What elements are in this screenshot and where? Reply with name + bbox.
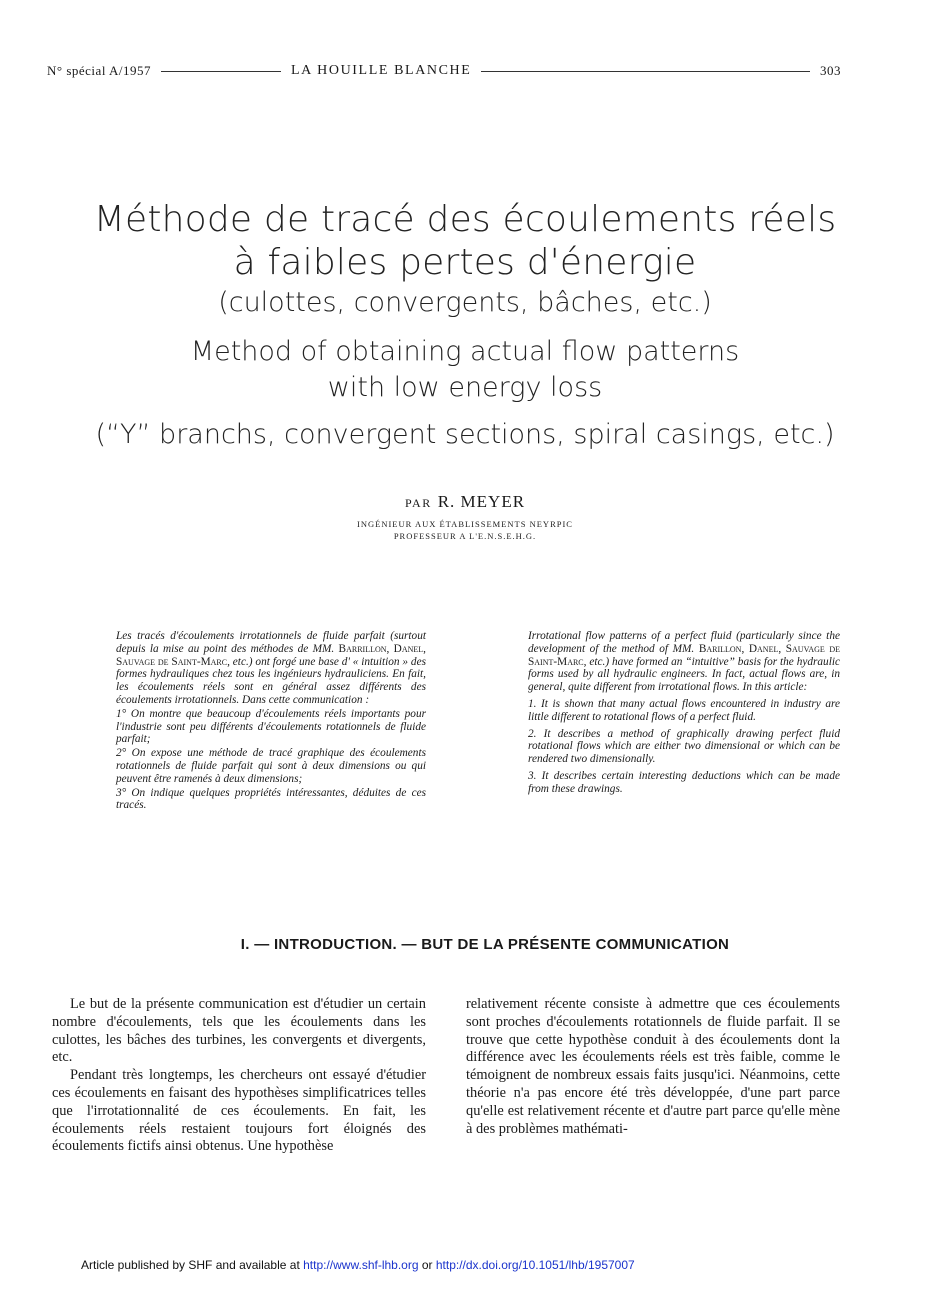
abstract-en-intro bbox=[528, 630, 840, 694]
body-left-paragraph-1: Le but de la présente communication est d'étudier un certain nombre d'écoulements, tels que les écoulements dans les culottes, les bâches des turbines, les convergents et divergents, etc. bbox=[52, 996, 426, 1066]
abstract-fr-item1: 1° On montre que beaucoup d'écoulements réels importants pour l'industrie sont peu différents d'écoulements rotationnels de fluide parfait; bbox=[116, 707, 426, 746]
abstract-fr-item3: 3° On indique quelques propriétés intéressantes, déduites de ces tracés. bbox=[116, 786, 426, 812]
header-rule-right bbox=[481, 71, 810, 72]
footer-prefix: Article published by SHF and available at bbox=[81, 1258, 304, 1272]
body-column-left bbox=[52, 996, 426, 1156]
title-en-subtitle: (“Y” branchs, convergent sections, spiral casings, etc.) bbox=[95, 419, 835, 450]
byline-par: PAR bbox=[404, 496, 432, 510]
journal-name: LA HOUILLE BLANCHE bbox=[290, 63, 472, 78]
abstract-fr-names: Barrillon, Danel, Sauvage de Saint-Marc bbox=[116, 642, 426, 668]
abstract-en-intro-a: Irrotational flow patterns of a perfect fluid (particularly since the development of the method of MM. bbox=[528, 630, 840, 655]
title-en-line2: with low energy loss bbox=[327, 372, 603, 403]
body-right-paragraph-1: relativement récente consiste à admettre que ces écoulements sont proches d'écoulements rotationnels de fluide parfait. Il se trouve que cette hypothèse conduit à des écoulements dont la différence avec les écoulements réels est très faible, comme le témoignent de nombreux essais faits jusqu'ici. Néanmoins, cette théorie n'a pas encore été très développée, d'une part parce qu'elle est relativement récente et d'autre part parce qu'elle mène à des problèmes mathémati- bbox=[466, 996, 840, 1137]
title-block bbox=[0, 198, 930, 452]
affiliation-line1: INGÉNIEUR AUX ÉTABLISSEMENTS NEYRPIC bbox=[357, 519, 573, 529]
author-name: R. MEYER bbox=[437, 492, 526, 511]
title-fr-subtitle: (culottes, convergents, bâches, etc.) bbox=[218, 287, 712, 318]
footer-link-shf[interactable]: http://www.shf-lhb.org bbox=[303, 1258, 419, 1272]
abstract-en-names: Barillon, Danel, Sauvage de Saint-Marc bbox=[528, 642, 840, 668]
title-en-line1: Method of obtaining actual flow patterns bbox=[190, 336, 740, 367]
abstract-en-item2: 2. It describes a method of graphically drawing perfect fluid rotational flows which are either two dimensional or which can be rendered two dimensionally. bbox=[528, 727, 840, 766]
page-number: 303 bbox=[820, 63, 841, 78]
author-affiliation bbox=[0, 518, 930, 542]
author-byline bbox=[0, 492, 930, 512]
abstract-en bbox=[528, 630, 840, 796]
body-column-right bbox=[466, 996, 840, 1138]
section-heading: I. — INTRODUCTION. — BUT DE LA PRÉSENTE COMMUNICATION bbox=[240, 936, 730, 953]
title-fr-line1: Méthode de tracé des écoulements réels bbox=[93, 199, 837, 240]
abstract-en-intro-b: , etc.) have formed an “intuitive” basis for the hydraulic forms used by all hydraulic engineers. In fact, actual flows are, in general, quite different from irrotational flows. In this article: bbox=[528, 655, 840, 694]
abstract-fr bbox=[116, 630, 426, 812]
footer-middle: or bbox=[418, 1258, 436, 1272]
abstract-fr-intro-a: Les tracés d'écoulements irrotationnels de fluide parfait (surtout depuis la mise au point des méthodes de MM. bbox=[116, 630, 426, 655]
affiliation-line2: PROFESSEUR A L'E.N.S.E.H.G. bbox=[393, 531, 537, 541]
abstract-en-item1: 1. It is shown that many actual flows encountered in industry are little different to rotational flows of a perfect fluid. bbox=[528, 697, 840, 723]
title-fr-line2: à faibles pertes d'énergie bbox=[233, 242, 697, 283]
abstract-en-item3: 3. It describes certain interesting deductions which can be made from these drawings. bbox=[528, 769, 840, 795]
abstract-fr-item2: 2° On expose une méthode de tracé graphique des écoulements rotationnels de fluide parfait qui sont à deux dimensions ou qui peuvent être ramenés à deux dimensions; bbox=[116, 747, 426, 785]
abstract-fr-intro-b: , etc.) ont forgé une base d' « intuition » des formes hydrauliques chez tous les ingénieurs hydrauliciens. En fait, les écoulements réels sont en général assez différents des écoulements irrotationnels. Dans cette communication : bbox=[116, 655, 426, 706]
body-left-paragraph-2: Pendant très longtemps, les chercheurs ont essayé d'étudier ces écoulements en faisant des hypothèses simplificatrices telles que l'irrotationnalité de ces écoulements. En fait, les écoulements réels restaient toujours fort éloignés des écoulements fictifs ainsi obtenus. Une hypothèse bbox=[52, 1067, 426, 1155]
publication-footer bbox=[81, 1258, 635, 1272]
issue-label: N° spécial A/1957 bbox=[47, 63, 151, 78]
header-rule-left bbox=[161, 71, 281, 72]
footer-link-doi[interactable]: http://dx.doi.org/10.1051/lhb/1957007 bbox=[435, 1258, 635, 1272]
running-header bbox=[47, 60, 841, 82]
abstract-fr-intro bbox=[116, 630, 426, 707]
